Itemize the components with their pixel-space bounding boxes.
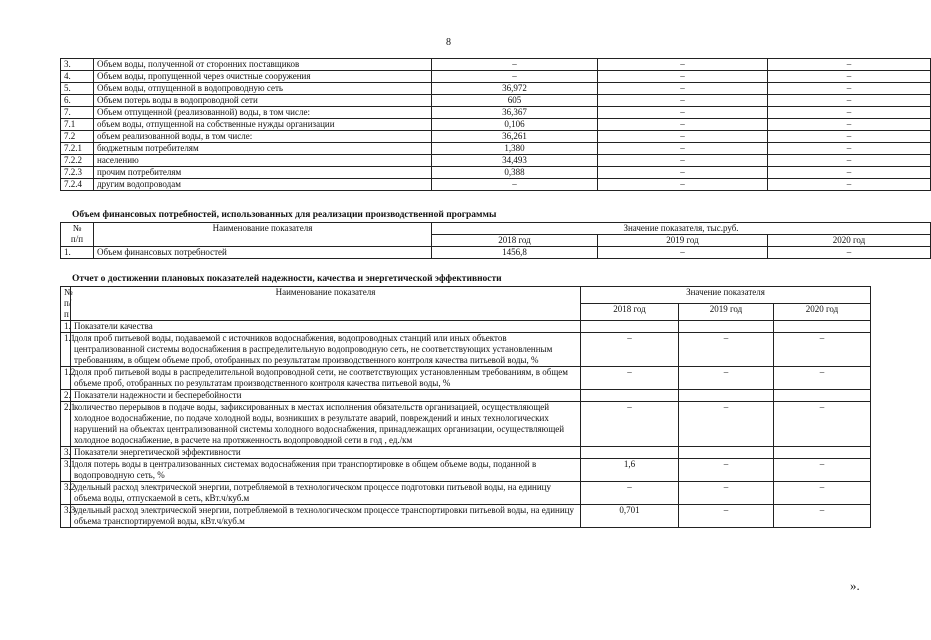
- row-name: Показатели качества: [71, 321, 581, 333]
- row-name: Объем воды, отпущенной в водопроводную сеть: [94, 83, 432, 95]
- row-name: удельный расход электрической энергии, потребляемой в технологическом процессе транспортировки питьевой воды, на единицу объема транспортируемой воды, кВт.ч/куб.м: [71, 505, 581, 528]
- table-row: [61, 143, 931, 155]
- table-row: [61, 71, 931, 83]
- row-value-2020: –: [768, 95, 931, 107]
- row-value-2020: –: [768, 59, 931, 71]
- row-value-2018: [581, 447, 679, 459]
- row-value-2018: 36,367: [432, 107, 598, 119]
- row-value-2018: –: [432, 179, 598, 191]
- table-row: [61, 505, 871, 528]
- table-row: [61, 247, 931, 259]
- row-num: 7.2.1: [61, 143, 94, 155]
- header-num: № п/п: [61, 287, 71, 321]
- header-year-2018: 2018 год: [581, 304, 679, 321]
- row-num: 1.2: [61, 367, 71, 390]
- row-value-2019: –: [598, 59, 768, 71]
- row-value-2018: [581, 321, 679, 333]
- row-num: 3.2: [61, 482, 71, 505]
- row-value-2020: –: [768, 131, 931, 143]
- header-value: Значение показателя, тыс.руб.: [432, 223, 931, 235]
- table-row: [61, 333, 871, 367]
- row-name: прочим потребителям: [94, 167, 432, 179]
- row-name: Объем воды, полученной от сторонних поставщиков: [94, 59, 432, 71]
- row-value-2019: –: [598, 247, 768, 259]
- row-num: 7.2.2: [61, 155, 94, 167]
- row-num: 7.2: [61, 131, 94, 143]
- financial-needs-table: [60, 222, 931, 259]
- row-value-2020: –: [774, 459, 871, 482]
- row-value-2019: –: [679, 367, 774, 390]
- row-num: 2.: [61, 390, 71, 402]
- row-value-2018: –: [581, 333, 679, 367]
- row-num: 3.1: [61, 459, 71, 482]
- row-name: объем воды, отпущенной на собственные нужды организации: [94, 119, 432, 131]
- row-value-2019: –: [679, 505, 774, 528]
- table-row: [61, 482, 871, 505]
- row-value-2018: 34,493: [432, 155, 598, 167]
- row-value-2019: –: [598, 155, 768, 167]
- row-value-2019: –: [598, 179, 768, 191]
- row-num: 3.: [61, 447, 71, 459]
- row-value-2018: 1456,8: [432, 247, 598, 259]
- section-row: [61, 321, 871, 333]
- row-name: объем реализованной воды, в том числе:: [94, 131, 432, 143]
- financial-table-title: Объем финансовых потребностей, использованных для реализации производственной программы: [72, 210, 497, 220]
- row-value-2018: 36,261: [432, 131, 598, 143]
- row-name: Показатели энергетической эффективности: [71, 447, 581, 459]
- indicators-table: [60, 286, 871, 528]
- table-row: [61, 59, 931, 71]
- row-name: доля проб питьевой воды, подаваемой с источников водоснабжения, водопроводных станций или иных объектов централизованной системы водоснабжения в распределительную водопроводную сеть, не соответствующих установленным требованиям, в общем объеме проб, отобранных по результатам производственного контроля качества питьевой воды, %: [71, 333, 581, 367]
- row-value-2019: –: [679, 482, 774, 505]
- row-value-2019: –: [598, 71, 768, 83]
- row-value-2020: –: [768, 167, 931, 179]
- row-value-2020: [774, 390, 871, 402]
- table-row: [61, 107, 931, 119]
- row-value-2019: [679, 390, 774, 402]
- row-name: Объем отпущенной (реализованной) воды, в том числе:: [94, 107, 432, 119]
- header-year-2019: 2019 год: [679, 304, 774, 321]
- row-value-2018: 0,106: [432, 119, 598, 131]
- row-num: 4.: [61, 71, 94, 83]
- row-name: Объем потерь воды в водопроводной сети: [94, 95, 432, 107]
- row-num: 6.: [61, 95, 94, 107]
- header-year-2020: 2020 год: [774, 304, 871, 321]
- row-value-2019: –: [598, 107, 768, 119]
- row-value-2020: –: [768, 155, 931, 167]
- indicators-table-title: Отчет о достижении плановых показателей надежности, качества и энергетической эффективности: [72, 274, 502, 284]
- row-num: 7.1: [61, 119, 94, 131]
- row-num: 7.2.3: [61, 167, 94, 179]
- table-row: [61, 119, 931, 131]
- row-value-2019: [679, 447, 774, 459]
- header-year-2018: 2018 год: [432, 235, 598, 247]
- row-num: 7.: [61, 107, 94, 119]
- table-row: [61, 131, 931, 143]
- row-value-2020: –: [768, 179, 931, 191]
- section-row: [61, 447, 871, 459]
- row-value-2020: –: [768, 83, 931, 95]
- row-value-2020: [774, 321, 871, 333]
- row-value-2020: –: [774, 367, 871, 390]
- row-value-2018: 0,388: [432, 167, 598, 179]
- row-value-2019: –: [598, 83, 768, 95]
- row-name: доля проб питьевой воды в распределительной водопроводной сети, не соответствующих установленным требованиям, в общем объеме проб, отобранных по результатам производственного контроля качества питьевой воды, %: [71, 367, 581, 390]
- row-value-2020: –: [774, 505, 871, 528]
- row-value-2018: –: [432, 59, 598, 71]
- row-value-2019: [679, 321, 774, 333]
- row-name: доля потерь воды в централизованных системах водоснабжения при транспортировке в общем объеме воды, поданной в водопроводную сеть, %: [71, 459, 581, 482]
- row-name: Показатели надежности и бесперебойности: [71, 390, 581, 402]
- row-value-2020: –: [768, 107, 931, 119]
- table-row: [61, 402, 871, 447]
- row-value-2018: –: [432, 71, 598, 83]
- header-name: Наименование показателя: [71, 287, 581, 321]
- page-number: 8: [446, 37, 451, 48]
- row-value-2019: –: [598, 131, 768, 143]
- row-num: 1.1: [61, 333, 71, 367]
- row-num: 1.: [61, 247, 94, 259]
- row-num: 1.: [61, 321, 71, 333]
- header-name: Наименование показателя: [94, 223, 432, 247]
- row-value-2020: –: [768, 119, 931, 131]
- row-value-2019: –: [679, 333, 774, 367]
- row-value-2019: –: [679, 459, 774, 482]
- row-value-2020: –: [774, 402, 871, 447]
- row-num: 2.1: [61, 402, 71, 447]
- row-value-2020: –: [768, 71, 931, 83]
- closing-quote-mark: ».: [850, 578, 860, 593]
- row-num: 3.3: [61, 505, 71, 528]
- row-name: другим водопроводам: [94, 179, 432, 191]
- table-row: [61, 95, 931, 107]
- row-value-2019: –: [598, 95, 768, 107]
- row-name: количество перерывов в подаче воды, зафиксированных в местах исполнения обязательств организацией, осуществляющей холодное водоснабжение, по подаче холодной воды, возникших в результате аварий, повреждений и иных технологических нарушений на объектах централизованной системы холодного водоснабжения, принадлежащих организации, осуществляющей холодное водоснабжение, в расчете на протяженность водопроводной сети в год , ед./км: [71, 402, 581, 447]
- table-row: [61, 155, 931, 167]
- row-value-2018: 605: [432, 95, 598, 107]
- row-value-2019: –: [598, 143, 768, 155]
- row-value-2019: –: [598, 167, 768, 179]
- water-volume-table: [60, 58, 931, 191]
- row-value-2018: 0,701: [581, 505, 679, 528]
- table-row: [61, 459, 871, 482]
- header-year-2019: 2019 год: [598, 235, 768, 247]
- row-value-2018: 1,380: [432, 143, 598, 155]
- row-num: 5.: [61, 83, 94, 95]
- row-value-2020: [774, 447, 871, 459]
- table-row: [61, 179, 931, 191]
- row-value-2020: –: [774, 333, 871, 367]
- row-value-2019: –: [679, 402, 774, 447]
- row-value-2019: –: [598, 119, 768, 131]
- row-num: 3.: [61, 59, 94, 71]
- header-num: № п/п: [61, 223, 94, 247]
- section-row: [61, 390, 871, 402]
- row-value-2018: –: [581, 367, 679, 390]
- table-row: [61, 83, 931, 95]
- header-year-2020: 2020 год: [768, 235, 931, 247]
- row-name: бюджетным потребителям: [94, 143, 432, 155]
- row-num: 7.2.4: [61, 179, 94, 191]
- row-value-2020: –: [774, 482, 871, 505]
- row-value-2018: –: [581, 482, 679, 505]
- row-value-2018: 1,6: [581, 459, 679, 482]
- row-value-2018: 36,972: [432, 83, 598, 95]
- row-value-2020: –: [768, 247, 931, 259]
- row-value-2018: –: [581, 402, 679, 447]
- header-value: Значение показателя: [581, 287, 871, 304]
- row-value-2018: [581, 390, 679, 402]
- row-name: Объем финансовых потребностей: [94, 247, 432, 259]
- table-row: [61, 167, 931, 179]
- row-name: населению: [94, 155, 432, 167]
- row-name: Объем воды, пропущенной через очистные сооружения: [94, 71, 432, 83]
- row-name: удельный расход электрической энергии, потребляемой в технологическом процессе подготовки питьевой воды, на единицу объема воды, отпускаемой в сеть, кВт.ч/куб.м: [71, 482, 581, 505]
- row-value-2020: –: [768, 143, 931, 155]
- table-row: [61, 367, 871, 390]
